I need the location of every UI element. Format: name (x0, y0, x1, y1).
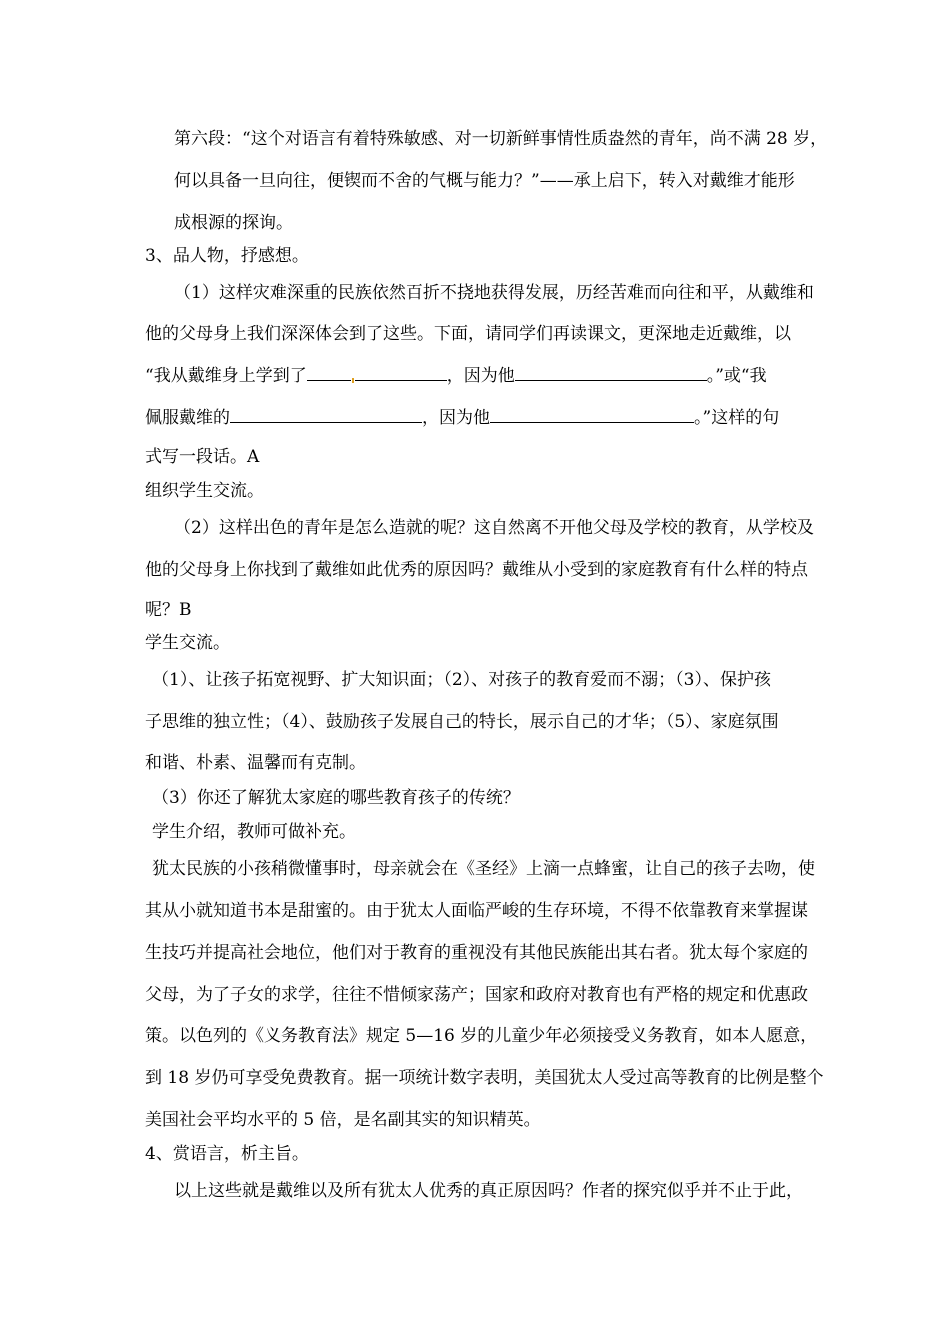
paragraph-line: 策。以色列的《义务教育法》规定 5—16 岁的儿童少年必须接受义务教育，如本人愿意， (145, 1026, 818, 1046)
paragraph-line: 以上这些就是戴维以及所有犹太人优秀的真正原因吗？作者的探究似乎并不止于此， (174, 1181, 803, 1201)
paragraph-line: 他的父母身上你找到了戴维如此优秀的原因吗？戴维从小受到的家庭教育有什么样的特点 (145, 560, 808, 580)
paragraph-line: 成根源的探询。 (174, 213, 293, 233)
paragraph-line: 式写一段话。A (145, 447, 260, 467)
paragraph-line: 他的父母身上我们深深体会到了这些。下面，请同学们再读课文，更深地走近戴维，以 (145, 324, 791, 344)
answer-blank (307, 366, 351, 381)
paragraph-line: （2）这样出色的青年是怎么造就的呢？这自然离不开他父母及学校的教育，从学校及 (174, 518, 814, 538)
answer-blank (515, 366, 707, 381)
edit-mark (352, 378, 354, 383)
list-line: （1）、让孩子拓宽视野、扩大知识面；（2）、对孩子的教育爱而不溺；（3）、保护孩 (152, 670, 771, 690)
list-line: 子思维的独立性；（4）、鼓励孩子发展自己的特长，展示自己的才华；（5）、家庭氛围 (145, 712, 779, 732)
paragraph-line: 到 18 岁仍可享受免费教育。据一项统计数字表明，美国犹太人受过高等教育的比例是整个 (145, 1068, 824, 1088)
sentence-fragment: “我从戴维身上学到了 (145, 366, 307, 386)
paragraph-line: 美国社会平均水平的 5 倍，是名副其实的知识精英。 (145, 1110, 541, 1130)
paragraph-line: 第六段：“这个对语言有着特殊敏感、对一切新鲜事情性质盎然的青年，尚不满 28 岁， (174, 129, 828, 149)
paragraph-line: （1）这样灾难深重的民族依然百折不挠地获得发展，历经苦难而向往和平，从戴维和 (174, 283, 814, 303)
answer-blank (230, 408, 422, 423)
answer-blank (490, 408, 694, 423)
sentence-fragment: ，因为他 (446, 366, 515, 386)
list-line: 和谐、朴素、温馨而有克制。 (145, 753, 366, 773)
paragraph-line: 呢？B (145, 600, 192, 620)
sentence-fragment: 。”或“我 (706, 366, 767, 386)
paragraph-line: 组织学生交流。 (145, 481, 264, 501)
section-heading: 3、品人物，抒感想。 (145, 246, 309, 266)
fill-in-sentence-line (145, 408, 779, 428)
answer-blank (355, 366, 447, 381)
paragraph-line: 学生介绍，教师可做补充。 (152, 822, 356, 842)
paragraph-line: 父母，为了子女的求学，往往不惜倾家荡产；国家和政府对教育也有严格的规定和优惠政 (145, 985, 808, 1005)
paragraph-line: （3）你还了解犹太家庭的哪些教育孩子的传统？ (152, 788, 520, 808)
paragraph-line: 其从小就知道书本是甜蜜的。由于犹太人面临严峻的生存环境，不得不依靠教育来掌握谋 (145, 901, 808, 921)
paragraph-line: 生技巧并提高社会地位，他们对于教育的重视没有其他民族能出其右者。犹太每个家庭的 (145, 943, 808, 963)
paragraph-line: 学生交流。 (145, 633, 230, 653)
sentence-fragment: ，因为他 (422, 408, 490, 428)
fill-in-sentence-line (145, 366, 767, 386)
section-heading: 4、赏语言，析主旨。 (145, 1144, 309, 1164)
paragraph-line: 何以具备一旦向往，便锲而不舍的气概与能力？”——承上启下，转入对戴维才能形 (174, 171, 795, 191)
sentence-fragment: 。”这样的句 (694, 408, 780, 428)
sentence-fragment: 佩服戴维的 (145, 408, 230, 428)
paragraph-line: 犹太民族的小孩稍微懂事时，母亲就会在《圣经》上滴一点蜂蜜，让自己的孩子去吻，使 (152, 859, 815, 879)
